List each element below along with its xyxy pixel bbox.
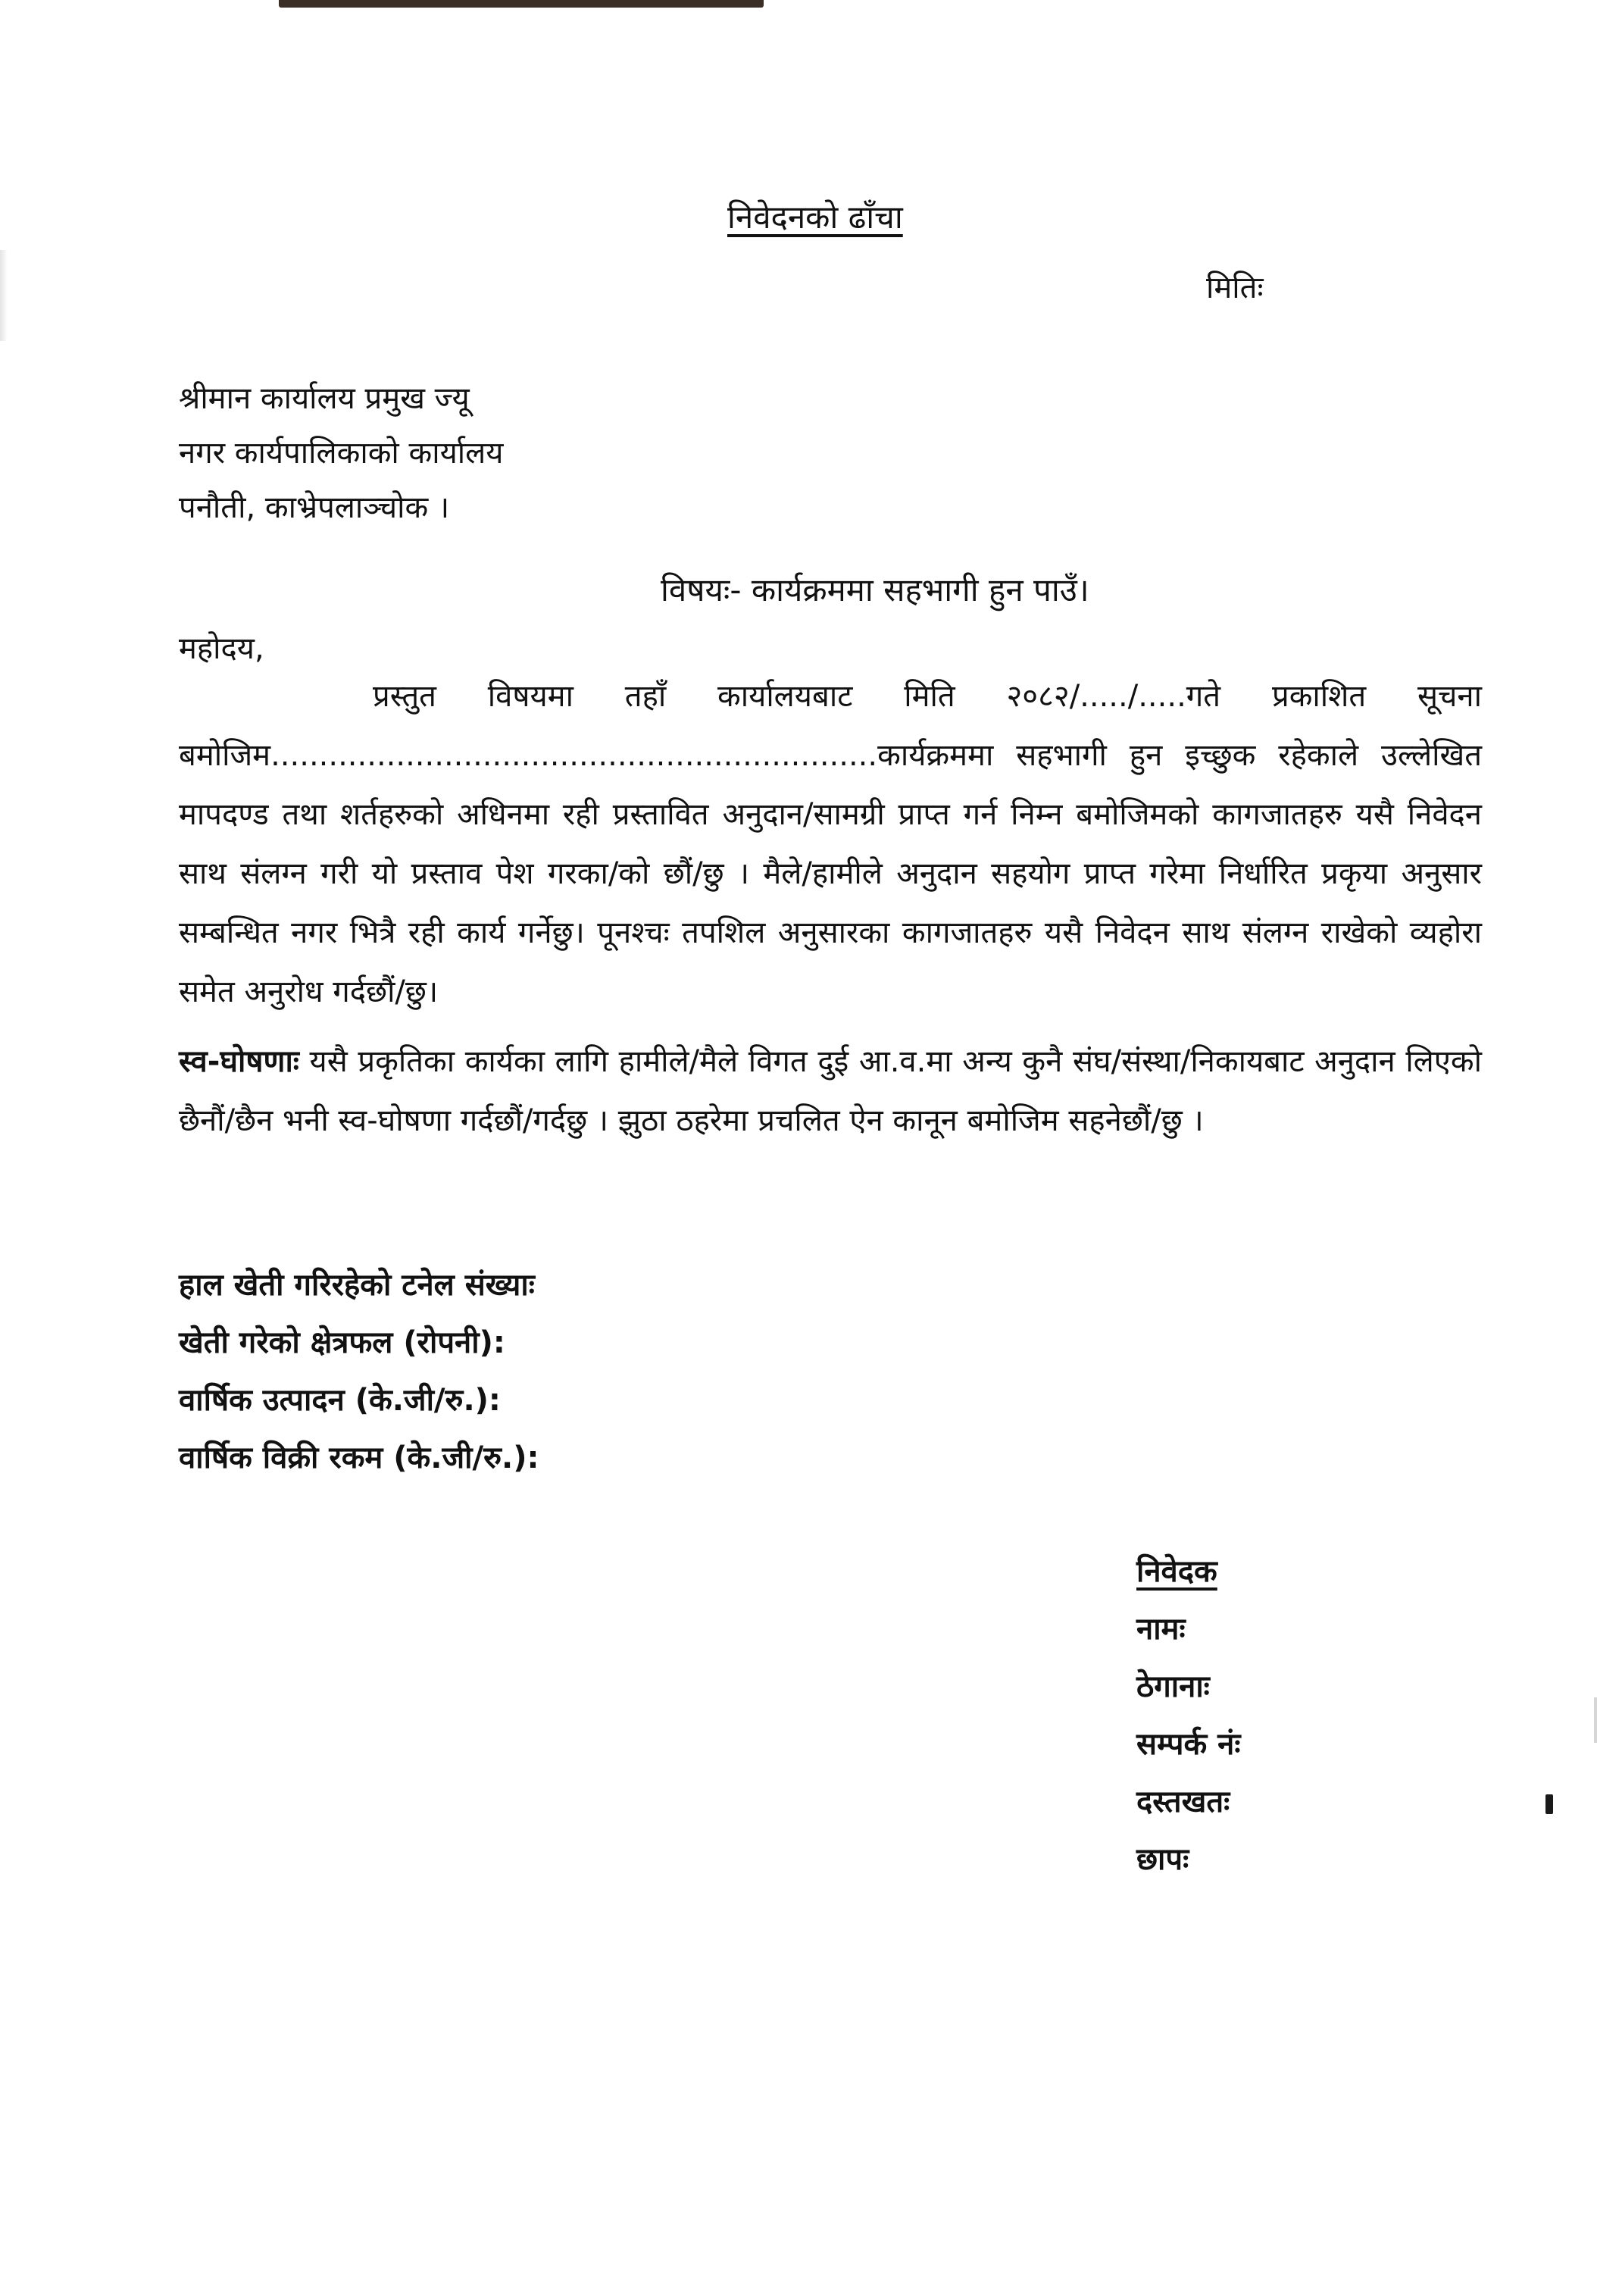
scan-left-shadow: [0, 250, 8, 341]
recipient-line-1: श्रीमान कार्यालय प्रमुख ज्यू: [179, 381, 470, 416]
applicant-name: नामः: [1136, 1612, 1186, 1647]
applicant-address: ठेगानाः: [1136, 1669, 1210, 1704]
salutation: महोदय,: [179, 631, 264, 666]
field-tunnel-count: हाल खेती गरिरहेको टनेल संख्याः: [179, 1268, 535, 1303]
recipient-line-3: पनौती, काभ्रेपलाञ्चोक ।: [179, 490, 450, 525]
scan-mark: [1545, 1794, 1553, 1814]
field-annual-sales: वार्षिक विक्री रकम (के.जी/रु.):: [179, 1440, 539, 1475]
scan-right-edge: [1594, 1697, 1597, 1743]
document-title: निवेदनको ढाँचा: [727, 199, 903, 236]
recipient-line-2: नगर कार्यपालिकाको कार्यालय: [179, 436, 504, 471]
applicant-signature: दस्तखतः: [1136, 1785, 1230, 1819]
date-label: मितिः: [1206, 271, 1264, 305]
applicant-contact: सम्पर्क नंः: [1136, 1727, 1241, 1762]
applicant-heading: निवेदक: [1136, 1554, 1217, 1589]
applicant-stamp: छापः: [1136, 1842, 1189, 1877]
field-annual-production: वार्षिक उत्पादन (के.जी/रु.):: [179, 1383, 501, 1418]
scan-top-edge: [279, 0, 764, 8]
body-text: प्रस्तुत विषयमा तहाँ कार्यालयबाट मिति २०८२/...../.....गते प्रकाशित सूचना बमोजिम...............................................................कार्यक्रममा सहभागी हुन इच्छुक रहेकाले उल्लेखित मापदण्ड तथा शर्तहरुको अधिनमा रही प्रस्तावित अनुदान/सामग्री प्राप्त गर्न निम्न बमोजिमको कागजातहरु यसै निवेदन साथ संलग्न गरी यो प्रस्ताव पेश गरका/को छौं/छु । मैले/हामीले अनुदान सहयोग प्राप्त गरेमा निर्धारित प्रकृया अनुसार सम्बन्धित नगर भित्रै रही कार्य गर्नेछु। पूनश्चः तपशिल अनुसारका कागजातहरु यसै निवेदन साथ संलग्न राखेको व्यहोरा समेत अनुरोध गर्दछौं/छु।: [179, 679, 1482, 1009]
declaration-label: स्व-घोषणाः: [179, 1044, 299, 1079]
field-farming-area: खेती गरेको क्षेत्रफल (रोपनी):: [179, 1325, 505, 1360]
body-paragraph: [179, 667, 1482, 1021]
declaration-text: यसै प्रकृतिका कार्यका लागि हामीले/मैले विगत दुई आ.व.मा अन्य कुनै संघ/संस्था/निकायबाट अनुदान लिएको छैनौं/छैन भनी स्व-घोषणा गर्दछौं/गर्दछु । झुठा ठहरेमा प्रचलित ऐन कानून बमोजिम सहनेछौं/छु ।: [179, 1044, 1482, 1138]
subject-line: विषयः- कार्यक्रममा सहभागी हुन पाउँ।: [661, 571, 1089, 608]
declaration-paragraph: [179, 1032, 1482, 1150]
